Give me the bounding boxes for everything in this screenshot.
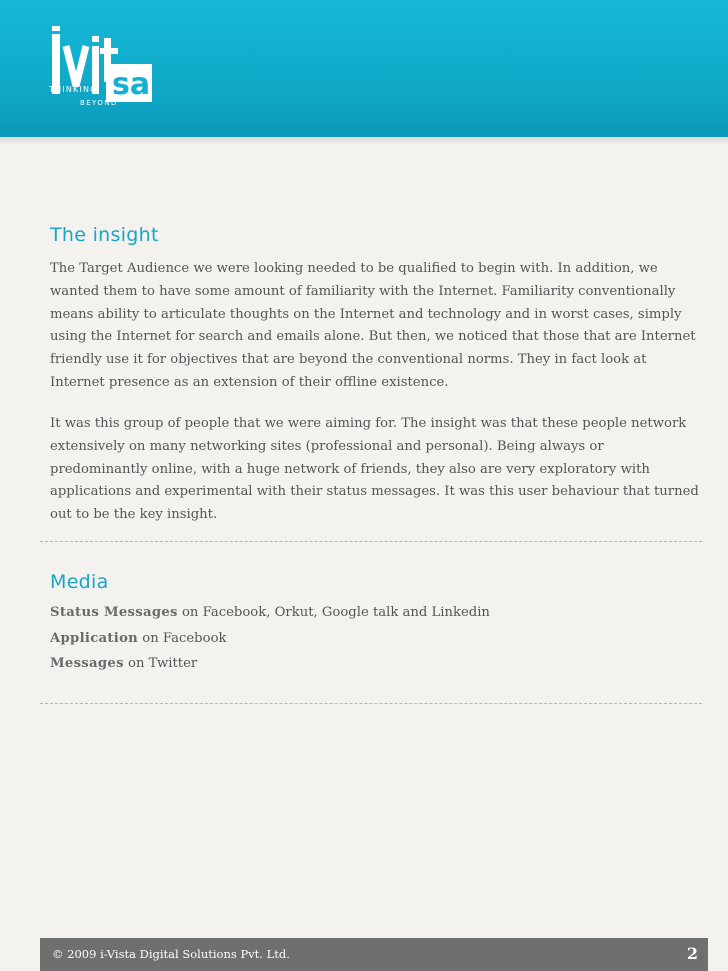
insight-heading: The insight xyxy=(50,224,159,246)
media-item-status-messages xyxy=(50,605,490,620)
media-item-application xyxy=(50,631,227,646)
insight-paragraph-2: It was this group of people that we were aiming for. The insight was that these people network extensively on many networking sites (professional and personal). Being always or predominantly online, with a huge network of friends, they also are very exploratory with applications and experimental with their status messages. It was this user behaviour that turned out to be the key insight. xyxy=(50,416,699,523)
media-item-text: on Facebook, Orkut, Google talk and Linkedin xyxy=(177,605,490,620)
media-item-text: on Facebook xyxy=(138,631,227,646)
media-item-messages xyxy=(50,656,197,671)
svg-text:sa: sa xyxy=(112,67,151,102)
media-heading: Media xyxy=(50,571,109,593)
footer-bar xyxy=(40,938,708,971)
section-divider xyxy=(40,541,702,542)
media-item-label: Status Messages xyxy=(50,605,178,620)
media-item-text: on Twitter xyxy=(123,656,198,671)
copyright-text: © 2009 i-Vista Digital Solutions Pvt. Ltd. xyxy=(52,947,290,961)
section-divider xyxy=(40,703,702,704)
header-shadow xyxy=(0,137,728,145)
insight-paragraph-1: The Target Audience we were looking needed to be qualified to begin with. In addition, we wanted them to have some amount of familiarity with the Internet. Familiarity conventionally means ability to articulate thoughts on the Internet and technology and in worst cases, simply using the Internet for search and emails alone. But then, we noticed that those that are Internet friendly use it for objectives that are beyond the conventional norms. They in fact look at Internet presence as an extension of their offline existence. xyxy=(50,261,696,390)
logo-tagline-beyond: BEYOND xyxy=(80,99,118,107)
media-item-label: Messages xyxy=(50,656,124,671)
media-item-label: Application xyxy=(50,631,139,646)
page-number: 2 xyxy=(686,944,698,963)
logo-tagline-thinking: THINKING xyxy=(49,85,98,94)
